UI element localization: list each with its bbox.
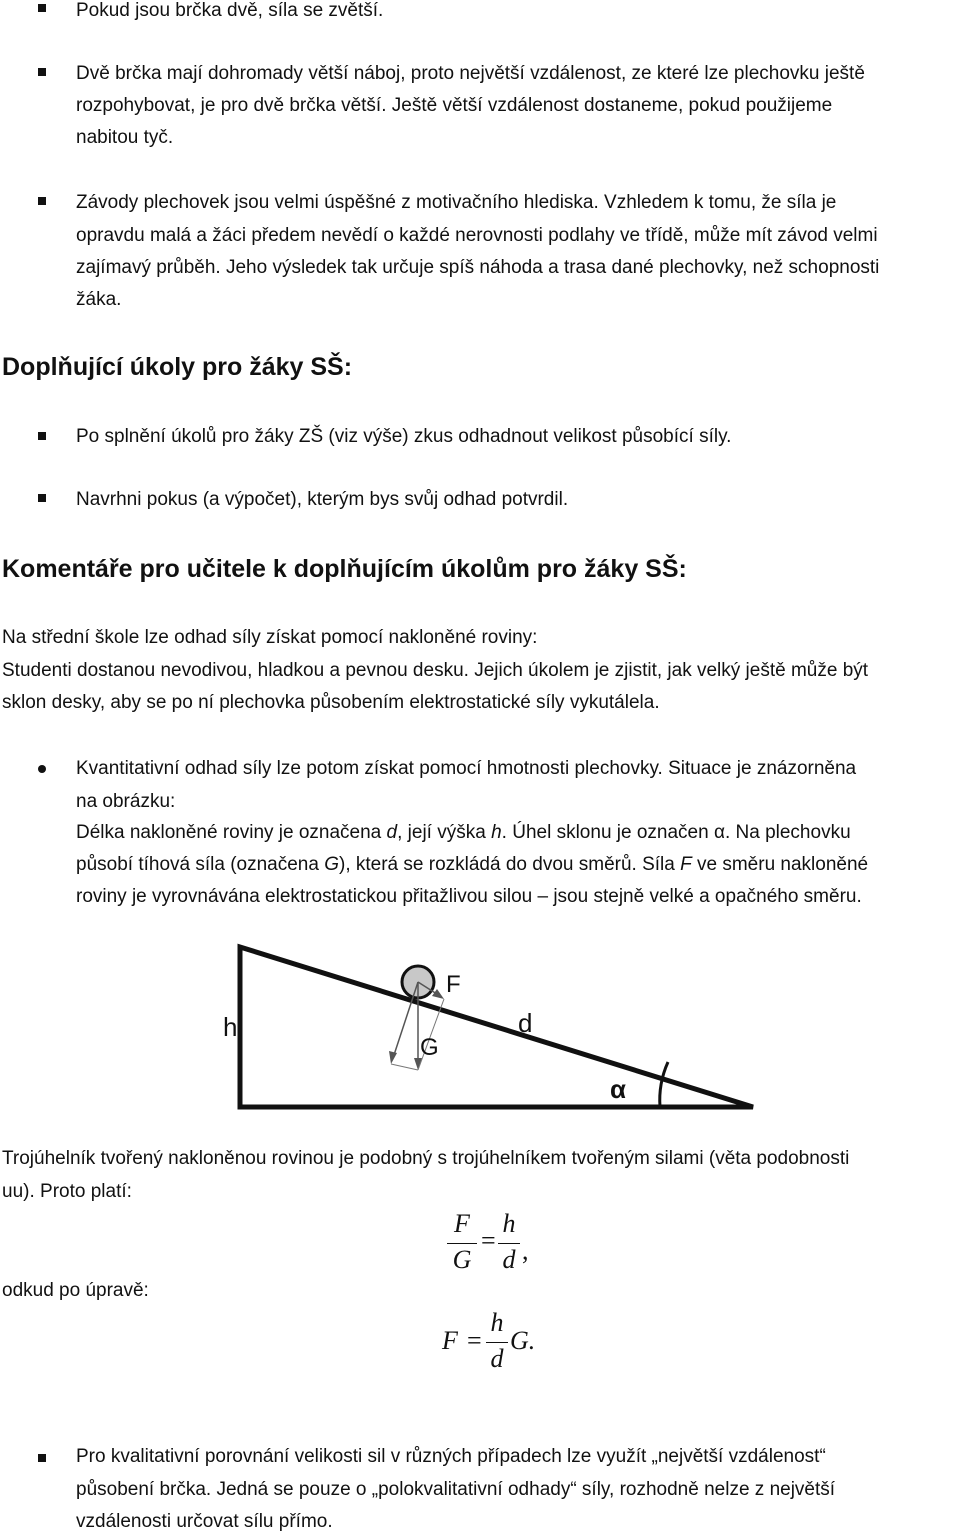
force-F-arrowhead xyxy=(432,989,444,999)
bullet-text: Závody plechovek jsou velmi úspěšné z motivačního hlediska. Vzhledem k tomu, že síla je xyxy=(76,192,837,213)
symbol-h: h xyxy=(491,822,502,843)
eq2-denominator: d xyxy=(490,1344,504,1373)
eq1-comma: , xyxy=(522,1236,529,1265)
text-run: . Úhel sklonu je označen α. Na plechovku xyxy=(501,822,851,843)
paragraph-line: uu). Proto platí: xyxy=(2,1181,132,1202)
round-bullet-icon xyxy=(38,765,46,773)
incline-triangle xyxy=(240,947,753,1107)
bullet-text: rozpohybovat, je pro dvě brčka větší. Ještě větší vzdálenost dostaneme, pokud použijeme xyxy=(76,95,833,116)
bullet-text: Dvě brčka mají dohromady větší náboj, proto největší vzdálenost, ze které lze plechovku ještě xyxy=(76,63,865,84)
section-heading-tasks: Doplňující úkoly pro žáky SŠ: xyxy=(2,353,353,381)
bullet-text: opravdu malá a žáci předem nevědí o každé nerovnosti podlahy ve třídě, může mít závod velmi xyxy=(76,225,878,246)
square-bullet-icon xyxy=(38,432,46,440)
eq1-denominator-left: G xyxy=(452,1245,472,1274)
label-G: G xyxy=(420,1034,439,1061)
bullet-text: žáka. xyxy=(76,289,122,310)
eq2-numerator: h xyxy=(490,1308,504,1337)
paragraph-line xyxy=(76,817,851,849)
eq2-equals: = xyxy=(467,1326,482,1355)
angle-arc xyxy=(660,1062,668,1107)
symbol-F: F xyxy=(680,854,692,875)
bullet-text: zajímavý průběh. Jeho výsledek tak určuje spíš náhoda a trasa dané plechovky, než schopnosti xyxy=(76,257,880,278)
label-alpha: α xyxy=(610,1074,626,1104)
eq1-equals: = xyxy=(481,1226,496,1255)
text-run: působí tíhová síla (označena xyxy=(76,854,325,875)
eq2-lhs: F xyxy=(442,1326,458,1355)
label-d: d xyxy=(518,1008,533,1038)
paragraph-line: na obrázku: xyxy=(76,791,176,812)
paragraph-line: Na střední škole lze odhad síly získat pomocí nakloněné roviny: xyxy=(2,627,538,648)
paragraph-line: Trojúhelník tvořený nakloněnou rovinou je podobný s trojúhelníkem tvořeným silami (věta podobnosti xyxy=(2,1148,850,1169)
bullet-text: Pro kvalitativní porovnání velikosti sil v různých případech lze využít „největší vzdálenost“ xyxy=(76,1446,826,1467)
eq2-tail: G. xyxy=(510,1326,536,1355)
symbol-G: G xyxy=(324,854,339,875)
paragraph-line: sklon desky, aby se po ní plechovka působením elektrostatické síly vykutálela. xyxy=(2,692,660,713)
section-heading-comments: Komentáře pro učitele k doplňujícím úkolům pro žáky SŠ: xyxy=(2,555,687,583)
eq1-denominator-right: d xyxy=(502,1245,516,1274)
paragraph-line: odkud po úpravě: xyxy=(2,1280,149,1301)
paragraph-line: roviny je vyrovnávána elektrostatickou přitažlivou silou – jsou stejně velké a opačného směru. xyxy=(76,886,862,907)
parallelogram-line xyxy=(391,1064,418,1070)
label-F: F xyxy=(446,971,461,998)
bullet-text: působení brčka. Jedná se pouze o „polokvalitativní odhady“ síly, rozhodně nelze z největší xyxy=(76,1479,836,1500)
square-bullet-icon xyxy=(38,4,46,12)
square-bullet-icon xyxy=(38,197,46,205)
text-run: ve směru nakloněné xyxy=(691,854,869,875)
text-run: ), která se rozkládá do dvou směrů. Síla xyxy=(339,854,681,875)
task-item: Po splnění úkolů pro žáky ZŠ (viz výše) zkus odhadnout velikost působící síly. xyxy=(76,426,732,447)
bullet-text: Pokud jsou brčka dvě, síla se zvětší. xyxy=(76,0,384,21)
eq1-numerator-right: h xyxy=(502,1209,516,1238)
text-run: , její výška xyxy=(397,822,492,843)
symbol-d: d xyxy=(386,822,398,843)
square-bullet-icon xyxy=(38,68,46,76)
paragraph-line: Studenti dostanou nevodivou, hladkou a pevnou desku. Jejich úkolem je zjistit, jak velký ještě může být xyxy=(2,660,869,681)
task-item: Navrhni pokus (a výpočet), kterým bys svůj odhad potvrdil. xyxy=(76,489,569,510)
paragraph-line: Kvantitativní odhad síly lze potom získat pomocí hmotnosti plechovky. Situace je znázorněna xyxy=(76,758,857,779)
label-h: h xyxy=(223,1012,238,1042)
text-run: Délka nakloněné roviny je označena xyxy=(76,822,387,843)
square-bullet-icon xyxy=(38,494,46,502)
square-bullet-icon xyxy=(38,1454,46,1462)
normal-arrowhead xyxy=(389,1051,397,1064)
inclined-plane-diagram xyxy=(0,930,960,1130)
bullet-text: vzdálenosti určovat sílu přímo. xyxy=(76,1511,333,1532)
bullet-text: nabitou tyč. xyxy=(76,127,174,148)
paragraph-line xyxy=(76,849,868,881)
eq1-numerator-left: F xyxy=(454,1209,470,1238)
